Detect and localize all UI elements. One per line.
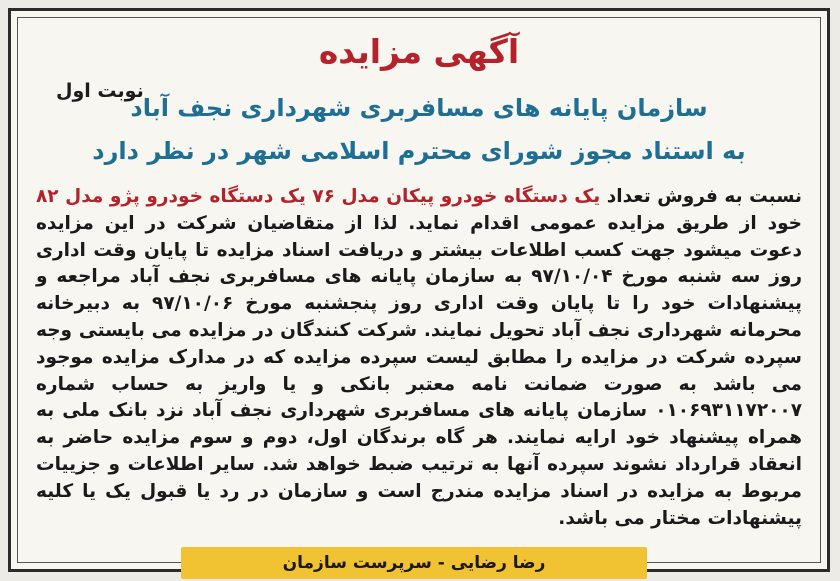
notice-subtitle-authorization: به استناد مجوز شورای محترم اسلامی شهر در نظر دارد xyxy=(92,137,746,165)
signature-text: رضا رضایی - سرپرست سازمان xyxy=(282,553,546,573)
notice-body-intro: نسبت به فروش تعداد xyxy=(600,186,802,207)
notice-body-text: خود از طریق مزایده عمومی اقدام نماید. لذا از متقاضیان شرکت در این مزایده دعوت میشود جهت کسب اطلاعات بیشتر و دریافت اسناد مزایده تا پایان وقت اداری روز سه شنبه مورخ ۹۷/۱۰/۰۴ به سازمان پایانه های مسافربری نجف آباد مراجعه و پیشنهادات خود را تا پایان وقت اداری روز پنجشنبه مورخ ۹۷/۱۰/۰۶ به دبیرخانه محرمانه شهرداری نجف آباد تحویل نمایند. شرکت کنندگان در مزایده می بایستی وجه سپرده شرکت در مزایده را مطابق لیست سپرده مزایده که در مدارک مزایده موجود می باشد به صورت ضمانت نامه معتبر بانکی و یا واریز به حساب شماره ۰۱۰۶۹۳۱۱۷۲۰۰۷ سازمان پایانه های مسافربری شهرداری نجف آباد نزد بانک ملی به همراه پیشنهاد خود ارایه نمایند. هر گاه برندگان اول، دوم و سوم مزایده حاضر به انعقاد قرارداد نشوند سپرده آنها به ترتیب ضبط خواهد شد. سایر اطلاعات و جزییات مربوط به مزایده در اسناد مزایده مندرج است و سازمان در رد یا قبول یک یا کلیه پیشنهادات مختار می باشد. xyxy=(36,212,802,529)
notice-body-items: یک دستگاه خودرو پیکان مدل ۷۶ یک دستگاه خودرو پژو مدل ۸۲ xyxy=(36,186,601,207)
notice-subtitle-organization: سازمان پایانه های مسافربری شهرداری نجف آباد xyxy=(130,94,708,122)
notice-inner-frame xyxy=(17,17,821,573)
notice-body xyxy=(36,184,802,532)
notice-title: آگهی مزایده xyxy=(318,32,520,71)
signature-bar xyxy=(181,547,647,579)
auction-notice xyxy=(8,8,830,572)
notice-round: نوبت اول xyxy=(56,80,144,102)
